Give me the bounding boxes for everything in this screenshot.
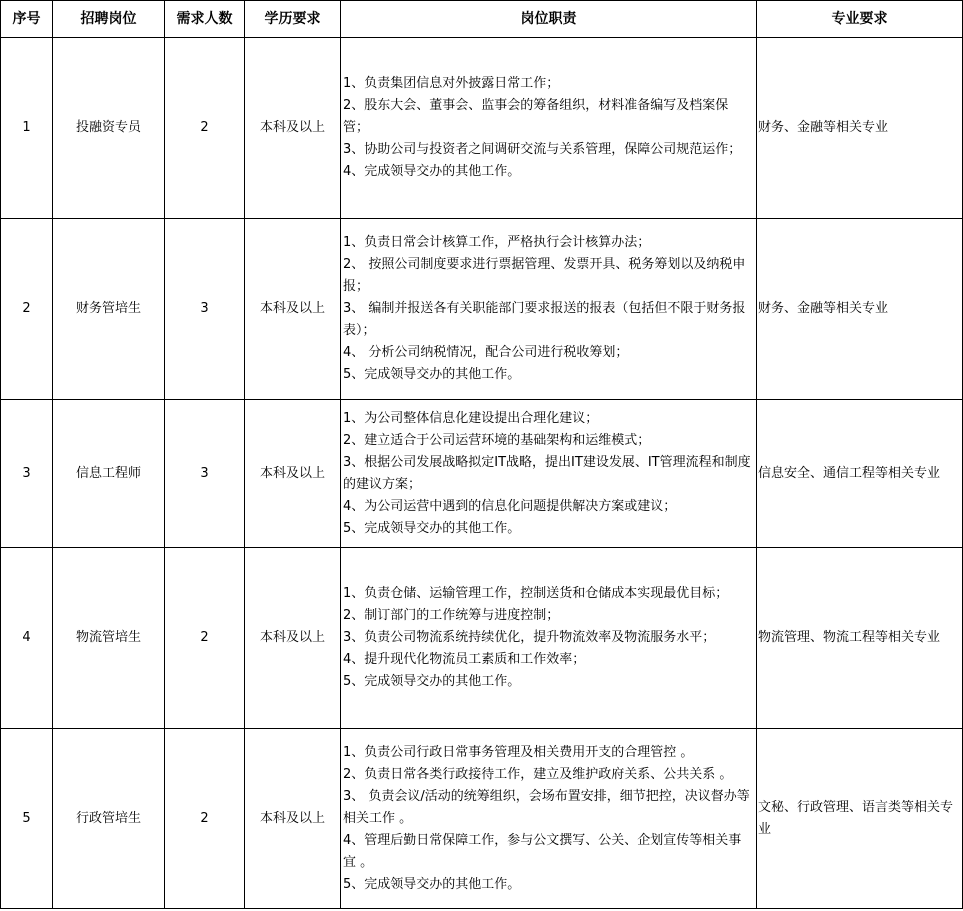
table-row <box>1 548 963 729</box>
duty-line: 4、 分析公司纳税情况，配合公司进行税收筹划； <box>343 345 629 360</box>
table-row <box>1 400 963 548</box>
duty-line: 3、 编制并报送各有关职能部门要求报送的报表（包括但不限于财务报表）； <box>343 301 746 338</box>
header-major: 专业要求 <box>757 1 963 38</box>
duty-line: 2、制订部门的工作统筹与进度控制； <box>343 608 560 623</box>
cell-seq: 3 <box>1 400 53 548</box>
cell-education: 本科及以上 <box>245 548 341 729</box>
cell-position: 信息工程师 <box>53 400 165 548</box>
duty-line: 3、负责公司物流系统持续优化，提升物流效率及物流服务水平； <box>343 630 716 645</box>
duty-line: 1、负责公司行政日常事务管理及相关费用开支的合理管控 。 <box>343 744 694 760</box>
cell-major: 文秘、行政管理、语言类等相关专业 <box>757 729 963 909</box>
cell-duties <box>341 219 757 400</box>
duty-line: 5、完成领导交办的其他工作。 <box>343 367 521 382</box>
header-duties: 岗位职责 <box>341 1 757 38</box>
duty-line: 4、为公司运营中遇到的信息化问题提供解决方案或建议； <box>343 498 677 514</box>
duty-line: 2、股东大会、董事会、监事会的筹备组织，材料准备编写及档案保管； <box>343 98 729 135</box>
duty-line: 3、 负责会议/活动的统筹组织，会场布置安排，细节把控，决议督办等相关工作 。 <box>343 788 750 826</box>
cell-seq: 4 <box>1 548 53 729</box>
cell-position: 物流管培生 <box>53 548 165 729</box>
cell-major: 财务、金融等相关专业 <box>757 38 963 219</box>
cell-position: 行政管培生 <box>53 729 165 909</box>
cell-education: 本科及以上 <box>245 219 341 400</box>
duty-line: 1、负责日常会计核算工作，严格执行会计核算办法； <box>343 235 651 250</box>
cell-seq: 1 <box>1 38 53 219</box>
header-seq: 序号 <box>1 1 53 38</box>
duty-line: 3、协助公司与投资者之间调研交流与关系管理，保障公司规范运作； <box>343 142 742 157</box>
duty-line: 5、完成领导交办的其他工作。 <box>343 520 521 536</box>
duty-line: 4、管理后勤日常保障工作，参与公文撰写、公关、企划宣传等相关事宜 。 <box>343 832 742 870</box>
cell-position: 财务管培生 <box>53 219 165 400</box>
cell-education: 本科及以上 <box>245 38 341 219</box>
duty-line: 5、完成领导交办的其他工作。 <box>343 674 521 689</box>
duty-line: 5、完成领导交办的其他工作。 <box>343 876 521 892</box>
table-row <box>1 219 963 400</box>
header-count: 需求人数 <box>165 1 245 38</box>
header-education: 学历要求 <box>245 1 341 38</box>
duty-line: 1、负责仓储、运输管理工作，控制送货和仓储成本实现最优目标； <box>343 586 729 601</box>
table-row <box>1 729 963 909</box>
cell-education: 本科及以上 <box>245 400 341 548</box>
cell-seq: 5 <box>1 729 53 909</box>
cell-count: 3 <box>165 219 245 400</box>
cell-duties <box>341 400 757 548</box>
table-row <box>1 38 963 219</box>
duty-line: 1、负责集团信息对外披露日常工作； <box>343 76 560 91</box>
duty-line: 1、为公司整体信息化建设提出合理化建议； <box>343 410 599 426</box>
cell-position: 投融资专员 <box>53 38 165 219</box>
duty-line: 2、建立适合于公司运营环境的基础架构和运维模式； <box>343 432 651 448</box>
cell-seq: 2 <box>1 219 53 400</box>
cell-count: 2 <box>165 38 245 219</box>
cell-major: 信息安全、通信工程等相关专业 <box>757 400 963 548</box>
duty-line: 3、根据公司发展战略拟定IT战略，提出IT建设发展、IT管理流程和制度的建议方案； <box>343 454 751 492</box>
cell-count: 2 <box>165 729 245 909</box>
duty-line: 2、负责日常各类行政接待工作，建立及维护政府关系、公共关系 。 <box>343 766 733 782</box>
cell-duties <box>341 548 757 729</box>
header-row <box>1 1 963 38</box>
duty-line: 4、提升现代化物流员工素质和工作效率； <box>343 652 586 667</box>
cell-education: 本科及以上 <box>245 729 341 909</box>
header-position: 招聘岗位 <box>53 1 165 38</box>
cell-count: 2 <box>165 548 245 729</box>
duty-line: 4、完成领导交办的其他工作。 <box>343 164 521 179</box>
cell-duties <box>341 729 757 909</box>
cell-count: 3 <box>165 400 245 548</box>
cell-duties <box>341 38 757 219</box>
cell-major: 财务、金融等相关专业 <box>757 219 963 400</box>
cell-major: 物流管理、物流工程等相关专业 <box>757 548 963 729</box>
duty-line: 2、 按照公司制度要求进行票据管理、发票开具、税务筹划以及纳税申报； <box>343 257 746 294</box>
